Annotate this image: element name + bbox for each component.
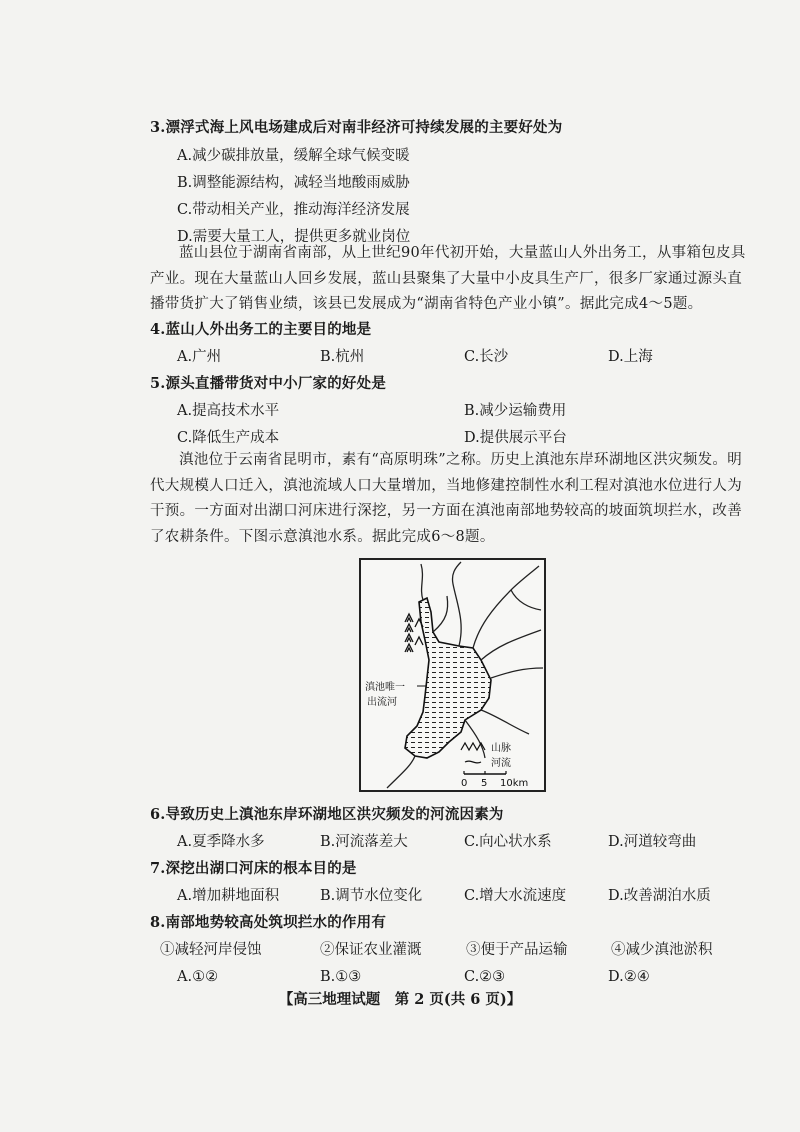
q4-option-b: B.杭州 xyxy=(320,349,365,365)
q4-option-a: A.广州 xyxy=(177,349,222,365)
q8-item-2: ②保证农业灌溉 xyxy=(320,942,422,958)
dianchi-map-svg xyxy=(361,560,544,790)
q8-option-a: A.①② xyxy=(177,969,219,985)
q3-option-c: C.带动相关产业，推动海洋经济发展 xyxy=(177,202,410,218)
scale-0: 0 xyxy=(461,778,468,789)
q8-option-d: D.②④ xyxy=(608,969,650,985)
q5-option-a: A.提高技术水平 xyxy=(177,403,280,419)
q3-title: 3.漂浮式海上风电场建成后对南非经济可持续发展的主要好处为 xyxy=(150,119,563,136)
q7-option-d: D.改善湖泊水质 xyxy=(608,888,711,904)
q7-option-a: A.增加耕地面积 xyxy=(177,888,280,904)
q3-option-d: D.需要大量工人，提供更多就业岗位 xyxy=(177,229,411,245)
q5-option-b: B.减少运输费用 xyxy=(464,403,567,419)
passage-dianchi: 滇池位于云南省昆明市，素有“高原明珠”之称。历史上滇池东岸环湖地区洪灾频发。明代大规模人口迁入，滇池流域人口大量增加，当地修建控制性水利工程对滇池水位进行人为干预。一方面对出湖口河床进行深挖，另一方面在滇池南部地势较高的坡面筑坝拦水，改善了农耕条件。下图示意滇池水系。据此完成6～8题。 xyxy=(150,452,743,545)
q6-option-a: A.夏季降水多 xyxy=(177,834,265,850)
scale-5: 5 xyxy=(481,778,488,789)
q8-title: 8.南部地势较高处筑坝拦水的作用有 xyxy=(150,914,387,931)
q3-option-a: A.减少碳排放量，缓解全球气候变暖 xyxy=(177,148,410,164)
q6-option-d: D.河道较弯曲 xyxy=(608,834,697,850)
dianchi-map xyxy=(359,558,546,792)
q4-title: 4.蓝山人外出务工的主要目的地是 xyxy=(150,321,372,338)
legend-river-label: 河流 xyxy=(491,758,511,769)
q8-item-1: ①减轻河岸侵蚀 xyxy=(160,942,262,958)
outlet-label-line2: 出流河 xyxy=(367,697,397,708)
q8-item-3: ③便于产品运输 xyxy=(466,942,568,958)
legend-river-icon xyxy=(465,761,481,763)
outlet-label-line1: 滇池唯一 xyxy=(365,682,405,693)
q7-option-c: C.增大水流速度 xyxy=(464,888,567,904)
q7-title: 7.深挖出湖口河床的根本目的是 xyxy=(150,860,357,877)
q5-option-d: D.提供展示平台 xyxy=(464,430,567,446)
q5-option-c: C.降低生产成本 xyxy=(177,430,280,446)
q7-option-b: B.调节水位变化 xyxy=(320,888,423,904)
q6-title: 6.导致历史上滇池东岸环湖地区洪灾频发的河流因素为 xyxy=(150,806,504,823)
scale-10km: 10km xyxy=(500,778,529,789)
q4-option-c: C.长沙 xyxy=(464,349,509,365)
q4-option-d: D.上海 xyxy=(608,349,653,365)
map-legend xyxy=(461,741,528,789)
passage-lanshan: 蓝山县位于湖南省南部，从上世纪90年代初开始，大量蓝山人外出务工，从事箱包皮具产业。现在大量蓝山人回乡发展，蓝山县聚集了大量中小皮具生产厂，很多厂家通过源头直播带货扩大了销售业绩，该县已发展成为“湖南省特色产业小镇”。据此完成4～5题。 xyxy=(150,245,746,312)
page-footer: 【高三地理试题 第 2 页(共 6 页)】 xyxy=(278,991,522,1008)
legend-mountain-label: 山脉 xyxy=(491,743,511,754)
q5-title: 5.源头直播带货对中小厂家的好处是 xyxy=(150,375,387,392)
q8-option-b: B.①③ xyxy=(320,969,362,985)
q3-option-b: B.调整能源结构，减轻当地酸雨威胁 xyxy=(177,175,410,191)
q6-option-c: C.向心状水系 xyxy=(464,834,552,850)
q8-item-4: ④减少滇池淤积 xyxy=(611,942,713,958)
q6-option-b: B.河流落差大 xyxy=(320,834,408,850)
q8-option-c: C.②③ xyxy=(464,969,506,985)
